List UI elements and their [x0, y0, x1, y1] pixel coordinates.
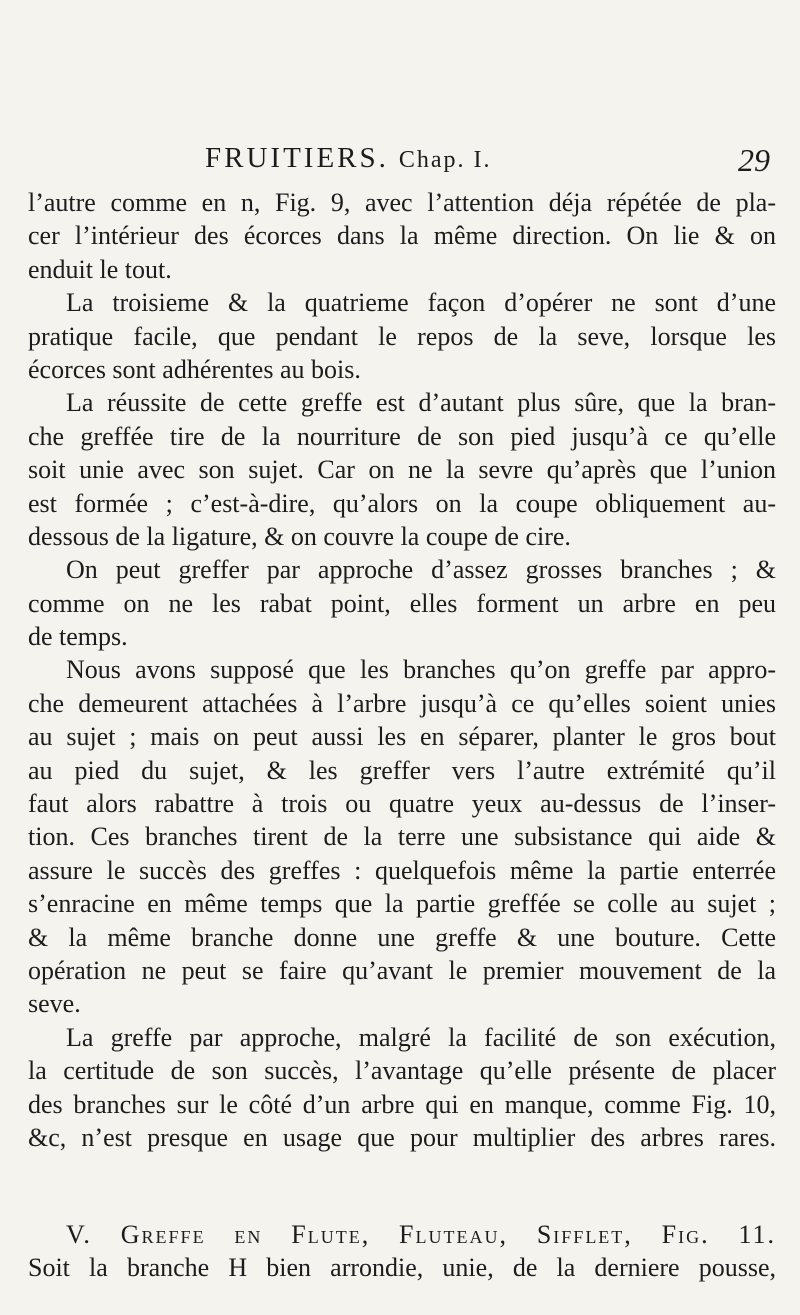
text-line: au pied du sujet, & les greffer vers l’autre extrémité qu’il	[28, 755, 776, 785]
text-line: enduit le tout.	[28, 254, 172, 284]
paragraph	[28, 653, 776, 1020]
text-line: Nous avons supposé que les branches qu’on greffe par appro-	[66, 655, 776, 685]
paragraph	[28, 186, 776, 286]
section-block	[28, 1218, 776, 1285]
paragraph	[28, 1021, 776, 1155]
text-line: che greffée tire de la nourriture de son pied jusqu’à ce qu’elle	[28, 421, 776, 451]
text-line: de temps.	[28, 622, 128, 652]
text-line: des branches sur le côté d’un arbre qui en manque, comme Fig. 10,	[28, 1089, 776, 1119]
text-line: cer l’intérieur des écorces dans la même direction. On lie & on	[28, 221, 776, 251]
paragraph	[28, 386, 776, 553]
text-line: La réussite de cette greffe est d’autant plus sûre, que la bran-	[66, 388, 776, 418]
page-body	[28, 186, 776, 1154]
text-line: au sujet ; mais on peut aussi les en séparer, planter le gros bout	[28, 722, 776, 752]
text-line: On peut greffer par approche d’assez grosses branches ; &	[66, 555, 776, 585]
text-line: pratique facile, que pendant le repos de la seve, lorsque les	[28, 321, 776, 351]
page-header	[0, 142, 800, 182]
text-line: s’enracine en même temps que la partie greffée se colle au sujet ;	[28, 889, 776, 919]
text-line: la certitude de son succès, l’avantage qu’elle présente de placer	[28, 1056, 776, 1086]
text-line: l’autre comme en n, Fig. 9, avec l’attention déja répétée de pla-	[28, 188, 776, 217]
chapter-label: Chap. I.	[398, 147, 492, 173]
running-head	[205, 142, 492, 175]
text-line: écorces sont adhérentes au bois.	[28, 354, 361, 384]
section-heading: V. Greffe en Flute, Fluteau, Sifflet, Fig. 11.	[66, 1220, 776, 1249]
text-line: &c, n’est presque en usage que pour multiplier des arbres rares.	[28, 1122, 776, 1152]
text-line: soit unie avec son sujet. Car on ne la sevre qu’après que l’union	[28, 455, 776, 485]
text-line: assure le succès des greffes : quelquefois même la partie enterrée	[28, 855, 776, 885]
text-line: comme on ne les rabat point, elles forment un arbre en peu	[28, 588, 776, 618]
paragraph	[28, 553, 776, 653]
text-line: opération ne peut se faire qu’avant le premier mouvement de la	[28, 955, 776, 985]
text-line: La troisieme & la quatrieme façon d’opérer ne sont d’une	[66, 288, 776, 318]
text-line: che demeurent attachées à l’arbre jusqu’à ce qu’elles soient unies	[28, 688, 776, 718]
text-line: seve.	[28, 989, 81, 1019]
text-line: Soit la branche H bien arrondie, unie, de la derniere pousse,	[28, 1253, 776, 1283]
text-line: dessous de la ligature, & on couvre la coupe de cire.	[28, 521, 571, 551]
running-title: FRUITIERS.	[205, 142, 389, 174]
text-line: est formée ; c’est-à-dire, qu’alors on la coupe obliquement au-	[28, 488, 776, 518]
text-line: & la même branche donne une greffe & une bouture. Cette	[28, 922, 776, 952]
text-line: faut alors rabattre à trois ou quatre yeux au-dessus de l’inser-	[28, 789, 776, 819]
paragraph	[28, 286, 776, 386]
text-line: La greffe par approche, malgré la facilité de son exécution,	[66, 1022, 776, 1052]
page-number: 29	[738, 142, 770, 178]
text-line: tion. Ces branches tirent de la terre une subsistance qui aide &	[28, 822, 776, 852]
